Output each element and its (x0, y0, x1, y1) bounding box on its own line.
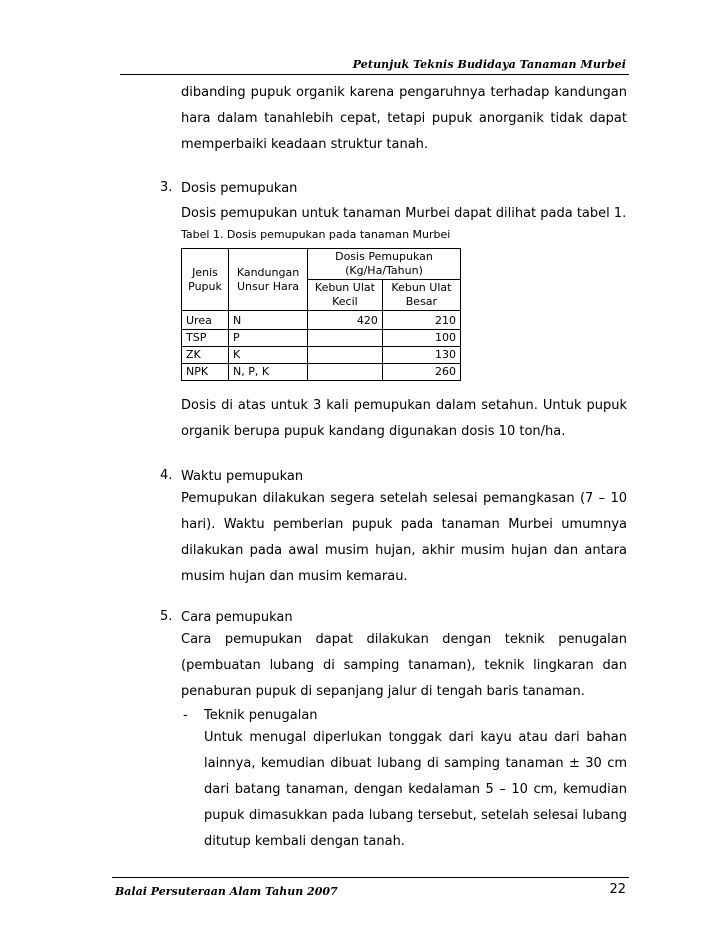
section-3-intro: Dosis pemupukan untuk tanaman Murbei dapat dilihat pada tabel 1. (181, 206, 627, 221)
cell-jenis: NPK (182, 364, 229, 381)
section-5-number: 5. (160, 609, 173, 624)
col-jenis-header: Jenis Pupuk (182, 249, 229, 311)
section-5-paragraph: Cara pemupukan dapat dilakukan dengan teknik penugalan (pembuatan lubang di samping tanaman), teknik lingkaran dan penaburan pupuk di sepanjang jalur di tengah baris tanaman. (181, 632, 627, 699)
cell-kecil (308, 347, 383, 364)
table-row (182, 330, 461, 347)
col-besar-header: Kebun Ulat Besar (382, 280, 460, 311)
col-dosis-header: Dosis Pemupukan (Kg/Ha/Tahun) (308, 249, 461, 280)
page-number: 22 (609, 882, 626, 897)
footer-publisher: Balai Persuteraan Alam Tahun 2007 (115, 885, 338, 898)
cell-jenis: TSP (182, 330, 229, 347)
section-3-title: Dosis pemupukan (181, 181, 298, 196)
section-4-number: 4. (160, 468, 173, 483)
cell-besar: 130 (382, 347, 460, 364)
table-row (182, 364, 461, 381)
cell-unsur: N (229, 311, 308, 330)
section-4-paragraph: Pemupukan dilakukan segera setelah selesai pemangkasan (7 – 10 hari). Waktu pemberian pupuk pada tanaman Murbei umumnya dilakukan pada awal musim hujan, akhir musim hujan dan antara musim hujan dan musim kemarau. (181, 491, 627, 584)
section-3-number: 3. (160, 180, 173, 195)
running-header: Petunjuk Teknis Budidaya Tanaman Murbei (352, 58, 626, 71)
cell-jenis: ZK (182, 347, 229, 364)
cell-besar: 260 (382, 364, 460, 381)
cell-unsur: K (229, 347, 308, 364)
footer-rule (112, 877, 629, 878)
cell-jenis: Urea (182, 311, 229, 330)
section-4-title: Waktu pemupukan (181, 469, 304, 484)
cell-kecil: 420 (308, 311, 383, 330)
col-kandungan-header: Kandungan Unsur Hara (229, 249, 308, 311)
intro-paragraph: dibanding pupuk organik karena pengaruhnya terhadap kandungan hara dalam tanahlebih cepat, tetapi pupuk anorganik tidak dapat memperbaiki keadaan struktur tanah. (181, 85, 627, 152)
table-row (182, 347, 461, 364)
cell-unsur: N, P, K (229, 364, 308, 381)
header-rule (120, 74, 629, 75)
cell-kecil (308, 364, 383, 381)
bullet-marker: - (183, 708, 188, 723)
cell-kecil (308, 330, 383, 347)
table-caption: Tabel 1. Dosis pemupukan pada tanaman Murbei (181, 228, 451, 241)
subsection-paragraph: Untuk menugal diperlukan tonggak dari kayu atau dari bahan lainnya, kemudian dibuat lubang di samping tanaman ± 30 cm dari batang tanaman, dengan kedalaman 5 – 10 cm, kemudian pupuk dimasukkan pada lubang tersebut, setelah selesai lubang ditutup kembali dengan tanah. (204, 730, 627, 849)
cell-besar: 210 (382, 311, 460, 330)
subsection-title: Teknik penugalan (204, 708, 318, 723)
col-kecil-header: Kebun Ulat Kecil (308, 280, 383, 311)
cell-unsur: P (229, 330, 308, 347)
cell-besar: 100 (382, 330, 460, 347)
table-row (182, 311, 461, 330)
section-3-after-paragraph: Dosis di atas untuk 3 kali pemupukan dalam setahun. Untuk pupuk organik berupa pupuk kandang digunakan dosis 10 ton/ha. (181, 398, 627, 439)
dosis-table (181, 248, 461, 381)
section-5-title: Cara pemupukan (181, 610, 293, 625)
